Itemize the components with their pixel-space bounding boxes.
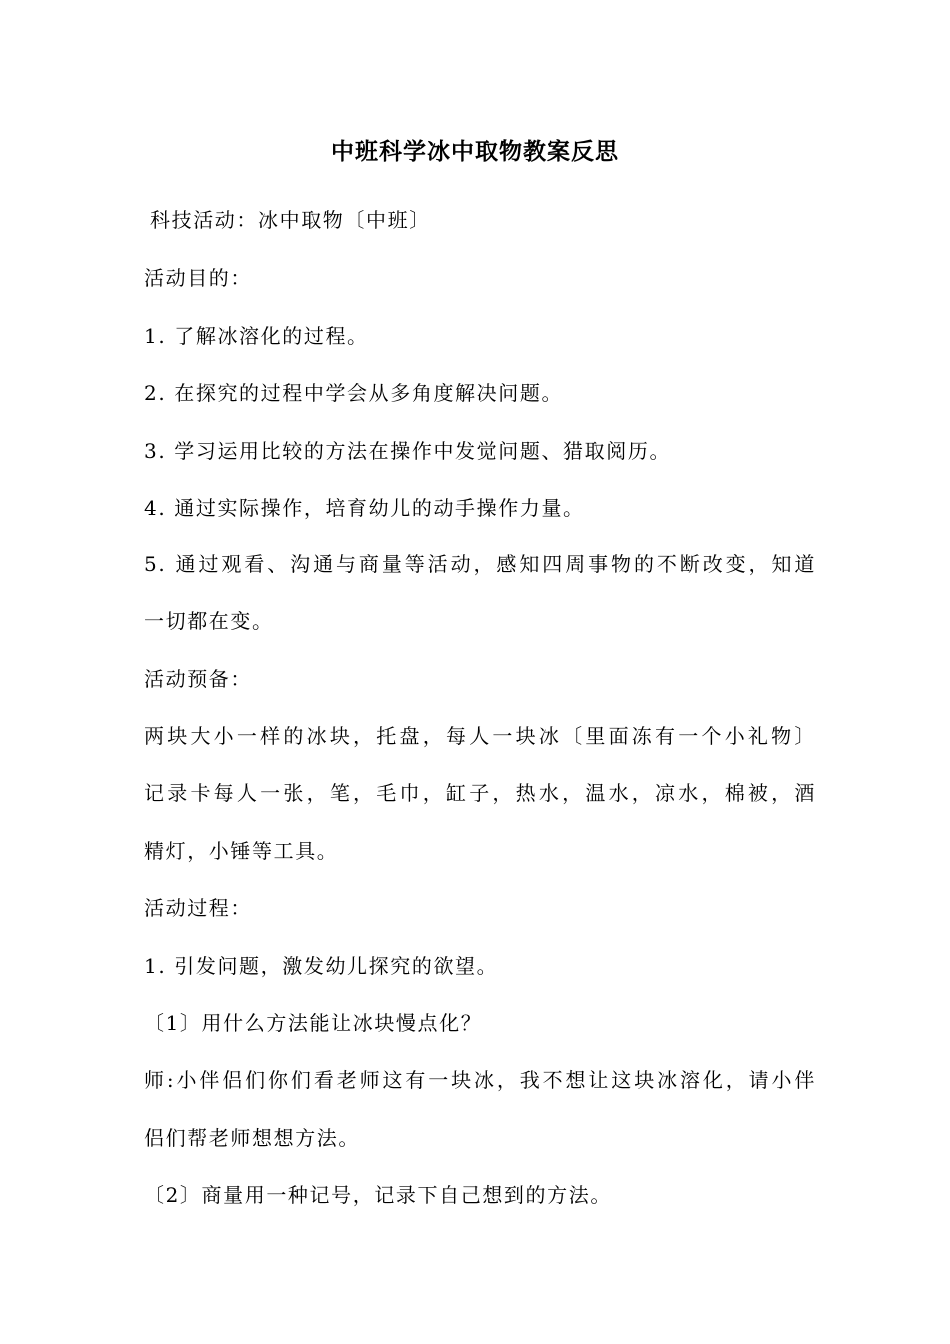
- section-heading-process: 活动过程：: [144, 896, 252, 920]
- teacher-speech-line-1: 师:小伴侣们你们看老师这有一块冰，我不想让这块冰溶化，请小伴: [144, 1068, 816, 1092]
- activity-name-line: 科技活动：冰中取物〔中班〕: [150, 208, 431, 232]
- teacher-speech-line-2: 侣们帮老师想想方法。: [144, 1126, 360, 1150]
- goal-item-2: 2. 在探究的过程中学会从多角度解决问题。: [144, 381, 564, 405]
- process-substep-2: 〔2〕商量用一种记号，记录下自己想到的方法。: [144, 1183, 612, 1207]
- goal-item-5: 5. 通过观看、沟通与商量等活动，感知四周事物的不断改变，知道: [144, 552, 816, 576]
- document-title: 中班科学冰中取物教案反思: [331, 139, 619, 165]
- goal-item-5-continued: 一切都在变。: [144, 609, 274, 633]
- goal-item-3: 3. 学习运用比较的方法在操作中发觉问题、猎取阅历。: [144, 439, 672, 463]
- preparation-text-line-1: 两块大小一样的冰块，托盘，每人一块冰〔里面冻有一个小礼物〕: [144, 724, 816, 748]
- preparation-text-line-3: 精灯，小锤等工具。: [144, 839, 339, 863]
- goal-item-1: 1. 了解冰溶化的过程。: [144, 324, 369, 348]
- goal-item-4: 4. 通过实际操作，培育幼儿的动手操作力量。: [144, 496, 585, 520]
- section-heading-preparation: 活动预备：: [144, 667, 252, 691]
- process-step-1: 1. 引发问题，激发幼儿探究的欲望。: [144, 954, 499, 978]
- section-heading-goals: 活动目的：: [144, 266, 252, 290]
- process-substep-1: 〔1〕用什么方法能让冰块慢点化？: [144, 1011, 483, 1035]
- preparation-text-line-2: 记录卡每人一张，笔，毛巾，缸子，热水，温水，凉水，棉被，酒: [144, 781, 816, 805]
